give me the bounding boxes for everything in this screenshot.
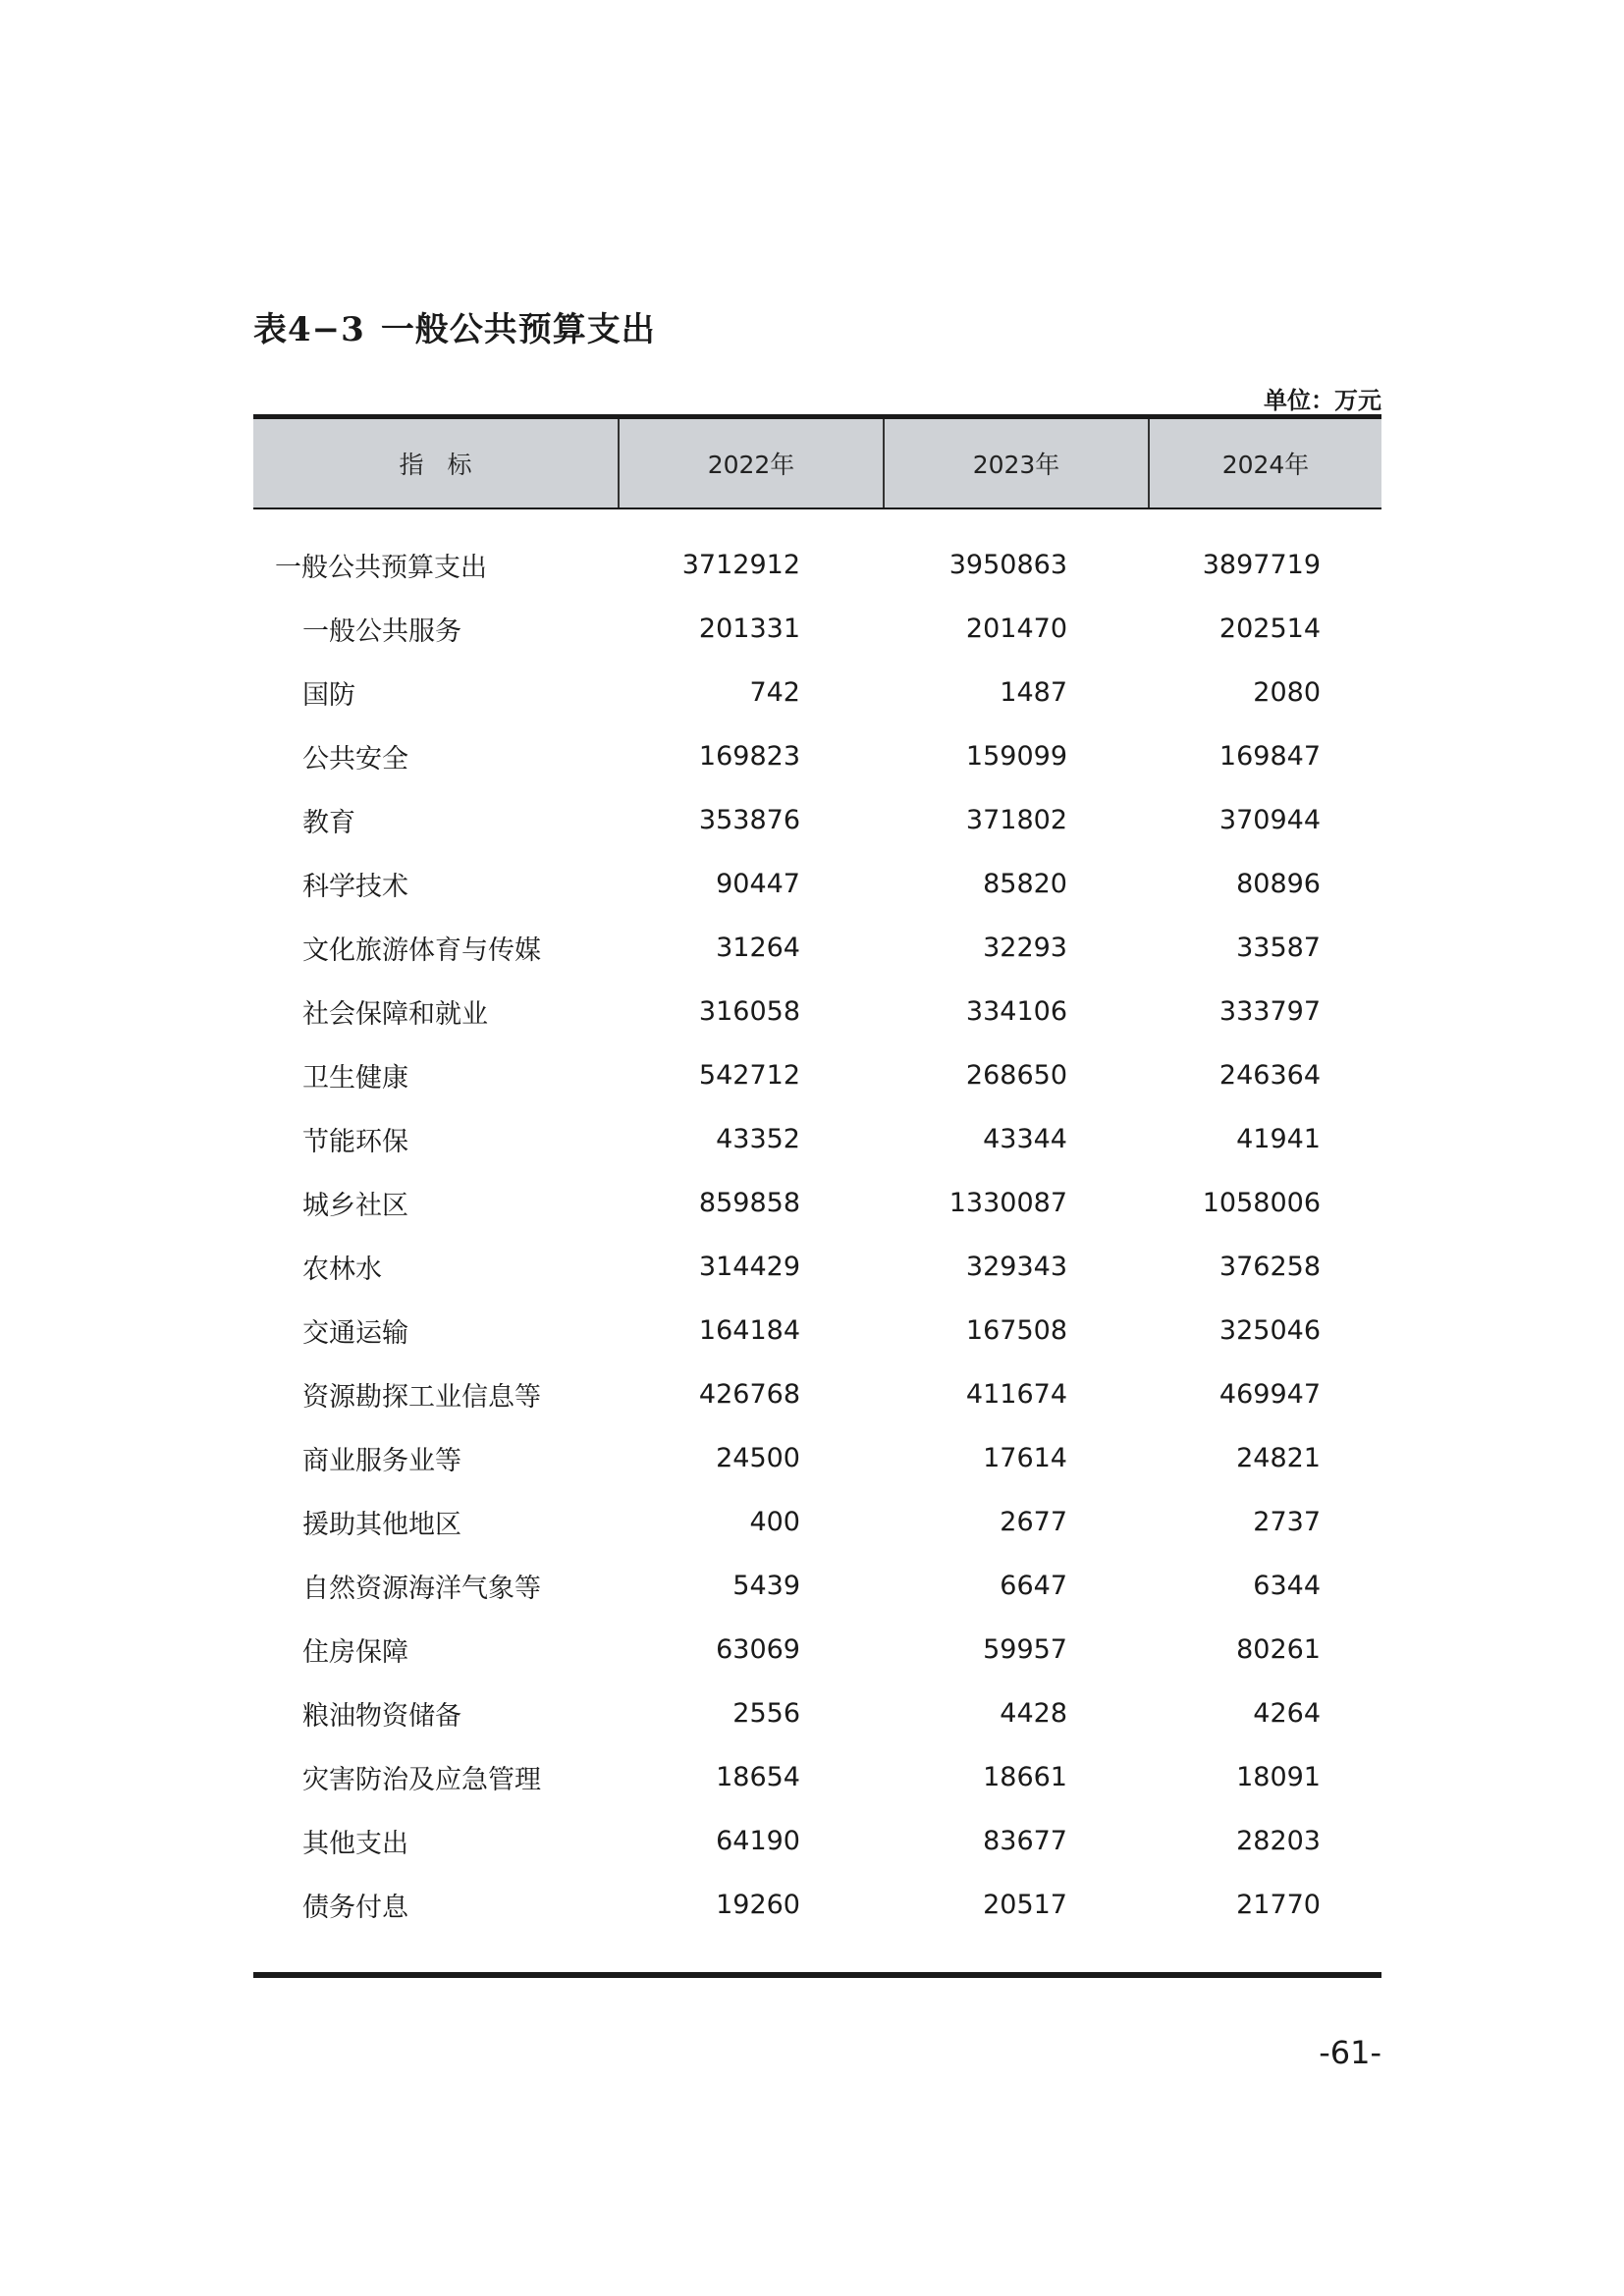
table-row [253,788,1381,852]
row-value: 18661 [983,1762,1067,1792]
row-value: 314429 [698,1252,800,1282]
table-row [253,1490,1381,1554]
header-year-2023: 2023年 [883,419,1148,507]
row-value: 80896 [1236,869,1321,899]
row-value: 24821 [1236,1443,1321,1473]
row-value: 19260 [716,1890,800,1920]
row-label: 农林水 [302,1255,382,1285]
table-row [253,1043,1381,1107]
row-label: 一般公共预算支出 [275,553,487,583]
row-value: 201470 [965,614,1067,644]
table-row [253,1682,1381,1745]
table-row [253,661,1381,724]
table-row [253,1235,1381,1299]
table-row [253,1107,1381,1171]
row-value: 164184 [698,1315,800,1346]
header-indicator: 指标 [399,451,496,479]
row-label: 一般公共服务 [302,616,461,647]
row-label: 节能环保 [302,1127,408,1157]
row-value: 5439 [732,1571,800,1601]
header-year-2024: 2024年 [1148,419,1381,507]
table-row [253,1171,1381,1235]
table-row [253,1873,1381,1937]
row-value: 325046 [1218,1315,1321,1346]
row-value: 2737 [1253,1507,1321,1537]
table-row [253,1299,1381,1362]
row-value: 469947 [1218,1379,1321,1410]
row-label: 交通运输 [302,1318,408,1349]
row-value: 542712 [698,1060,800,1091]
header-year-2022: 2022年 [618,419,883,507]
row-label: 灾害防治及应急管理 [302,1765,541,1795]
row-value: 333797 [1218,996,1321,1027]
row-value: 80261 [1236,1634,1321,1665]
row-value: 2677 [1000,1507,1067,1537]
row-value: 83677 [983,1826,1067,1856]
row-value: 370944 [1218,805,1321,835]
row-label: 公共安全 [302,744,408,774]
row-value: 3712912 [681,550,800,580]
row-label: 粮油物资储备 [302,1701,461,1732]
row-value: 28203 [1236,1826,1321,1856]
row-value: 41941 [1236,1124,1321,1154]
row-value: 24500 [716,1443,800,1473]
row-label: 文化旅游体育与传媒 [302,935,541,966]
row-value: 1058006 [1202,1188,1321,1218]
row-value: 2080 [1253,677,1321,708]
table-row [253,597,1381,661]
row-label: 科学技术 [302,872,408,902]
row-value: 3950863 [948,550,1067,580]
row-value: 90447 [716,869,800,899]
table-title-text: 一般公共预算支出 [380,310,656,349]
row-value: 33587 [1236,933,1321,963]
row-value: 64190 [716,1826,800,1856]
page-title [253,302,656,350]
row-label: 教育 [302,808,355,838]
row-label: 社会保障和就业 [302,999,488,1030]
row-value: 6344 [1253,1571,1321,1601]
row-value: 167508 [965,1315,1067,1346]
row-value: 246364 [1218,1060,1321,1091]
row-value: 334106 [965,996,1067,1027]
row-value: 426768 [698,1379,800,1410]
table-row [253,724,1381,788]
row-value: 1487 [1000,677,1067,708]
row-label: 自然资源海洋气象等 [302,1574,541,1604]
row-value: 201331 [698,614,800,644]
row-value: 18654 [716,1762,800,1792]
row-value: 63069 [716,1634,800,1665]
table-row [253,1618,1381,1682]
row-value: 859858 [698,1188,800,1218]
row-value: 371802 [965,805,1067,835]
table-row [253,980,1381,1043]
row-value: 1330087 [948,1188,1067,1218]
row-value: 159099 [965,741,1067,772]
budget-table [253,414,1381,1937]
row-value: 4264 [1253,1698,1321,1729]
row-value: 329343 [965,1252,1067,1282]
row-label: 商业服务业等 [302,1446,461,1476]
row-value: 2556 [732,1698,800,1729]
row-value: 43352 [716,1124,800,1154]
row-value: 17614 [983,1443,1067,1473]
row-value: 202514 [1218,614,1321,644]
row-value: 411674 [965,1379,1067,1410]
table-row [253,1554,1381,1618]
row-value: 21770 [1236,1890,1321,1920]
row-label: 城乡社区 [302,1191,408,1221]
table-body [253,509,1381,1937]
table-row-total [253,533,1381,597]
table-row [253,916,1381,980]
row-value: 3897719 [1202,550,1321,580]
unit-label: 单位：万元 [1264,387,1381,414]
row-value: 742 [749,677,800,708]
row-label: 其他支出 [302,1829,408,1859]
row-label: 资源勘探工业信息等 [302,1382,541,1413]
page-number: -61- [1319,2034,1381,2071]
row-value: 85820 [983,869,1067,899]
row-value: 32293 [983,933,1067,963]
row-label: 卫生健康 [302,1063,408,1094]
row-label: 国防 [302,680,355,711]
row-value: 169847 [1218,741,1321,772]
table-row [253,1426,1381,1490]
row-value: 400 [749,1507,800,1537]
row-label: 住房保障 [302,1637,408,1668]
row-value: 31264 [716,933,800,963]
row-label: 援助其他地区 [302,1510,461,1540]
row-value: 20517 [983,1890,1067,1920]
table-number: 表4−3 [253,310,365,349]
row-label: 债务付息 [302,1893,408,1923]
row-value: 43344 [983,1124,1067,1154]
row-value: 6647 [1000,1571,1067,1601]
table-row [253,1745,1381,1809]
table-row [253,852,1381,916]
table-row [253,1809,1381,1873]
table-row [253,1362,1381,1426]
row-value: 18091 [1236,1762,1321,1792]
row-value: 169823 [698,741,800,772]
row-value: 316058 [698,996,800,1027]
table-bottom-rule [253,1972,1381,1978]
row-value: 376258 [1218,1252,1321,1282]
row-value: 268650 [965,1060,1067,1091]
table-header-row [253,419,1381,507]
row-value: 4428 [1000,1698,1067,1729]
row-value: 353876 [698,805,800,835]
row-value: 59957 [983,1634,1067,1665]
